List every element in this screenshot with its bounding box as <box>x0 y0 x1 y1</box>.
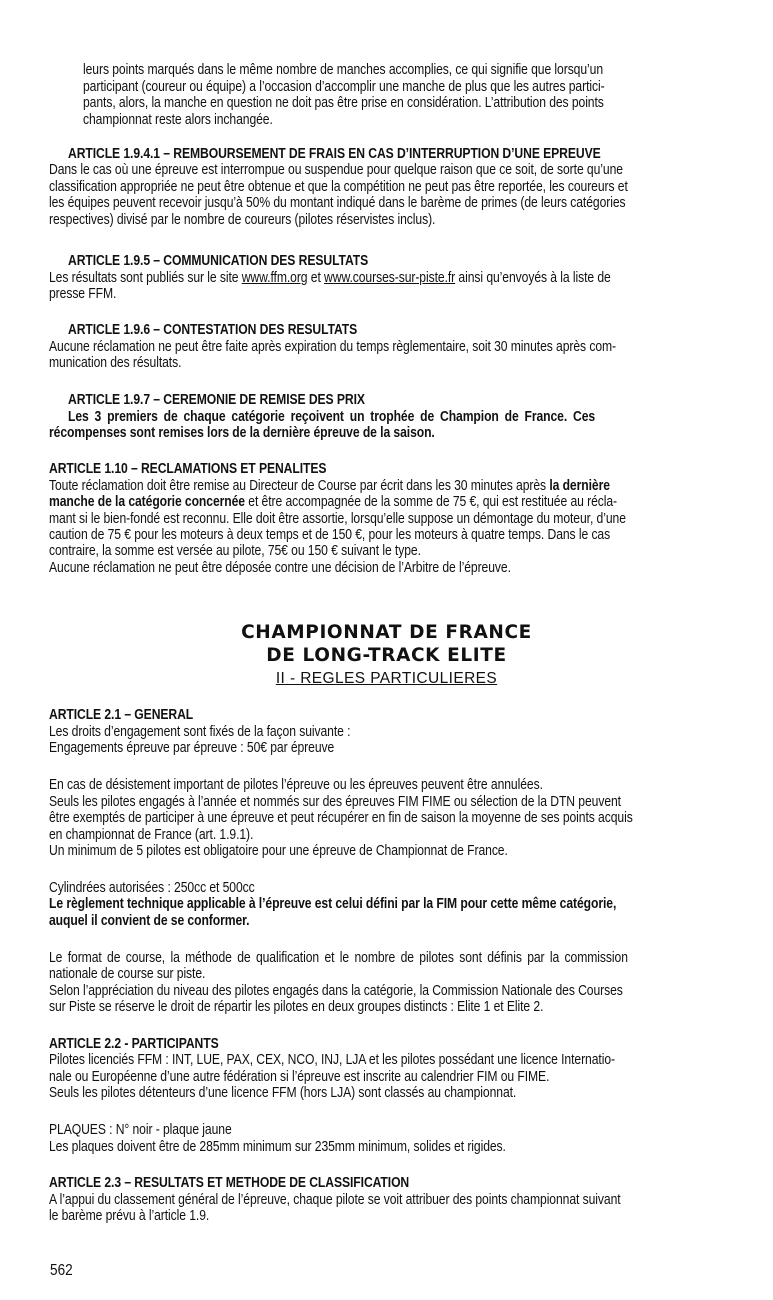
article-21-line: Engagements épreuve par épreuve : 50€ par épreuve <box>49 739 335 756</box>
text: Les résultats sont publiés sur le site <box>49 269 242 286</box>
article-21-line: être exemptés de participer à une épreuve et peut récupérer en fin de saison la moyenne de ses points acquis <box>49 809 633 826</box>
article-21-line: Les droits d’engagement sont fixés de la façon suivante : <box>49 723 351 740</box>
article-196-heading: ARTICLE 1.9.6 – CONTESTATION DES RESULTATS <box>68 321 358 338</box>
text: Toute réclamation doit être remise au Directeur de Course par écrit dans les 30 minutes après <box>49 477 550 494</box>
article-195-heading: ARTICLE 1.9.5 – COMMUNICATION DES RESULTATS <box>68 252 369 269</box>
article-21-line: Seuls les pilotes engagés à l’année et nommés sur des épreuves FIM FIME ou sélection de la DTN peuvent <box>49 793 621 810</box>
article-196-line: munication des résultats. <box>49 354 182 371</box>
bold-text: manche de la catégorie concernée <box>49 493 245 510</box>
article-197-heading: ARTICLE 1.9.7 – CEREMONIE DE REMISE DES PRIX <box>68 391 365 408</box>
article-21-line: Le format de course, la méthode de qualification et le nombre de pilotes sont définis par la commission <box>49 949 628 966</box>
courses-sur-piste-link[interactable]: www.courses-sur-piste.fr <box>324 269 456 286</box>
article-23-heading: ARTICLE 2.3 – RESULTATS ET METHODE DE CLASSIFICATION <box>49 1174 410 1191</box>
article-1941-line: Dans le cas où une épreuve est interrompue ou suspendue pour quelque raison que ce soit, de sorte qu’une <box>49 161 623 178</box>
article-21-line: Selon l’appréciation du niveau des pilotes engagés dans la catégorie, la Commission Nationale des Courses <box>49 982 623 999</box>
article-22-line: nale ou Européenne d’une autre fédération si l’épreuve est inscrite au calendrier FIM ou FIME. <box>49 1068 550 1085</box>
article-21-heading: ARTICLE 2.1 – GENERAL <box>49 706 194 723</box>
text: et <box>307 269 325 286</box>
intro-line: participant (coureur ou équipe) a l’occasion d’accomplir une manche de plus que les autres partici- <box>83 78 605 95</box>
intro-line: leurs points marqués dans le même nombre de manches accomplies, ce qui signifie que lorsqu’un <box>83 61 604 78</box>
article-21-line: nationale de course sur piste. <box>49 965 206 982</box>
section-subtitle: II - REGLES PARTICULIERES <box>275 670 498 687</box>
article-1941-line: classification appropriée ne peut être obtenue et que la compétition ne peut pas être reportée, les coureurs et <box>49 178 628 195</box>
article-197-line: récompenses sont remises lors de la dernière épreuve de la saison. <box>49 424 435 441</box>
plaques-line: Les plaques doivent être de 285mm minimum sur 235mm minimum, solides et rigides. <box>49 1138 506 1155</box>
intro-line: pants, alors, la manche en question ne doit pas être prise en considération. L’attribution des points <box>83 94 604 111</box>
article-197-line: Les 3 premiers de chaque catégorie reçoivent un trophée de Champion de France. Ces <box>68 408 596 425</box>
ffm-link[interactable]: www.ffm.org <box>241 269 308 286</box>
article-110-line <box>49 494 617 510</box>
plaques-line: PLAQUES : N° noir - plaque jaune <box>49 1121 232 1138</box>
article-110-line <box>49 478 610 494</box>
article-195-line: presse FFM. <box>49 285 117 302</box>
article-1941-heading: ARTICLE 1.9.4.1 – REMBOURSEMENT DE FRAIS EN CAS D’INTERRUPTION D’UNE EPREUVE <box>68 145 601 162</box>
article-110-line: mant si le bien-fondé est reconnu. Elle doit être assortie, lorsqu’elle suppose un démontage du moteur, d’une <box>49 510 626 527</box>
intro-line: championnat reste alors inchangée. <box>83 111 273 128</box>
article-23-line: A l’appui du classement général de l’épreuve, chaque pilote se voit attribuer des points championnat suivant <box>49 1191 621 1208</box>
article-22-heading: ARTICLE 2.2 - PARTICIPANTS <box>49 1035 219 1052</box>
text: et être accompagnée de la somme de 75 €, qui est restituée au récla- <box>244 493 618 510</box>
article-110-line: contraire, la somme est versée au pilote, 75€ ou 150 € suivant le type. <box>49 542 421 559</box>
article-195-line <box>49 270 611 286</box>
bold-text: la dernière <box>549 477 610 494</box>
section-title-line2: DE LONG-TRACK ELITE <box>266 645 507 666</box>
article-21-bold-line: Le règlement technique applicable à l’épreuve est celui défini par la FIM pour cette même catégorie, <box>49 895 617 912</box>
article-110-line: caution de 75 € pour les moteurs à deux temps et de 150 €, pour les moteurs à quatre temps. Dans le cas <box>49 526 611 543</box>
section-title-line1: CHAMPIONNAT DE FRANCE <box>241 622 532 643</box>
article-21-line: Cylindrées autorisées : 250cc et 500cc <box>49 879 255 896</box>
article-21-line: en championnat de France (art. 1.9.1). <box>49 826 254 843</box>
page-number: 562 <box>50 1262 73 1279</box>
article-21-line: En cas de désistement important de pilotes l’épreuve ou les épreuves peuvent être annulées. <box>49 776 543 793</box>
article-1941-line: les équipes peuvent recevoir jusqu’à 50% du montant indiqué dans le barème de primes (de leurs catégories <box>49 194 626 211</box>
article-22-line: Seuls les pilotes détenteurs d’une licence FFM (hors LJA) sont classés au championnat. <box>49 1084 517 1101</box>
article-196-line: Aucune réclamation ne peut être faite après expiration du temps règlementaire, soit 30 minutes après com- <box>49 338 617 355</box>
article-110-heading: ARTICLE 1.10 – RECLAMATIONS ET PENALITES <box>49 460 327 477</box>
article-21-line: Un minimum de 5 pilotes est obligatoire pour une épreuve de Championnat de France. <box>49 842 508 859</box>
article-110-line: Aucune réclamation ne peut être déposée contre une décision de l’Arbitre de l’épreuve. <box>49 559 511 576</box>
article-1941-line: respectives) divisé par le nombre de coureurs (pilotes réservistes inclus). <box>49 211 436 228</box>
article-21-line: sur Piste se réserve le droit de répartir les pilotes en deux groupes distincts : Elite 1 et Elite 2. <box>49 998 544 1015</box>
text: ainsi qu’envoyés à la liste de <box>455 269 611 286</box>
article-23-line: le barème prévu à l’article 1.9. <box>49 1207 210 1224</box>
article-21-bold-line: auquel il convient de se conformer. <box>49 912 250 929</box>
article-22-line: Pilotes licenciés FFM : INT, LUE, PAX, CEX, NCO, INJ, LJA et les pilotes possédant une licence Internatio- <box>49 1051 615 1068</box>
